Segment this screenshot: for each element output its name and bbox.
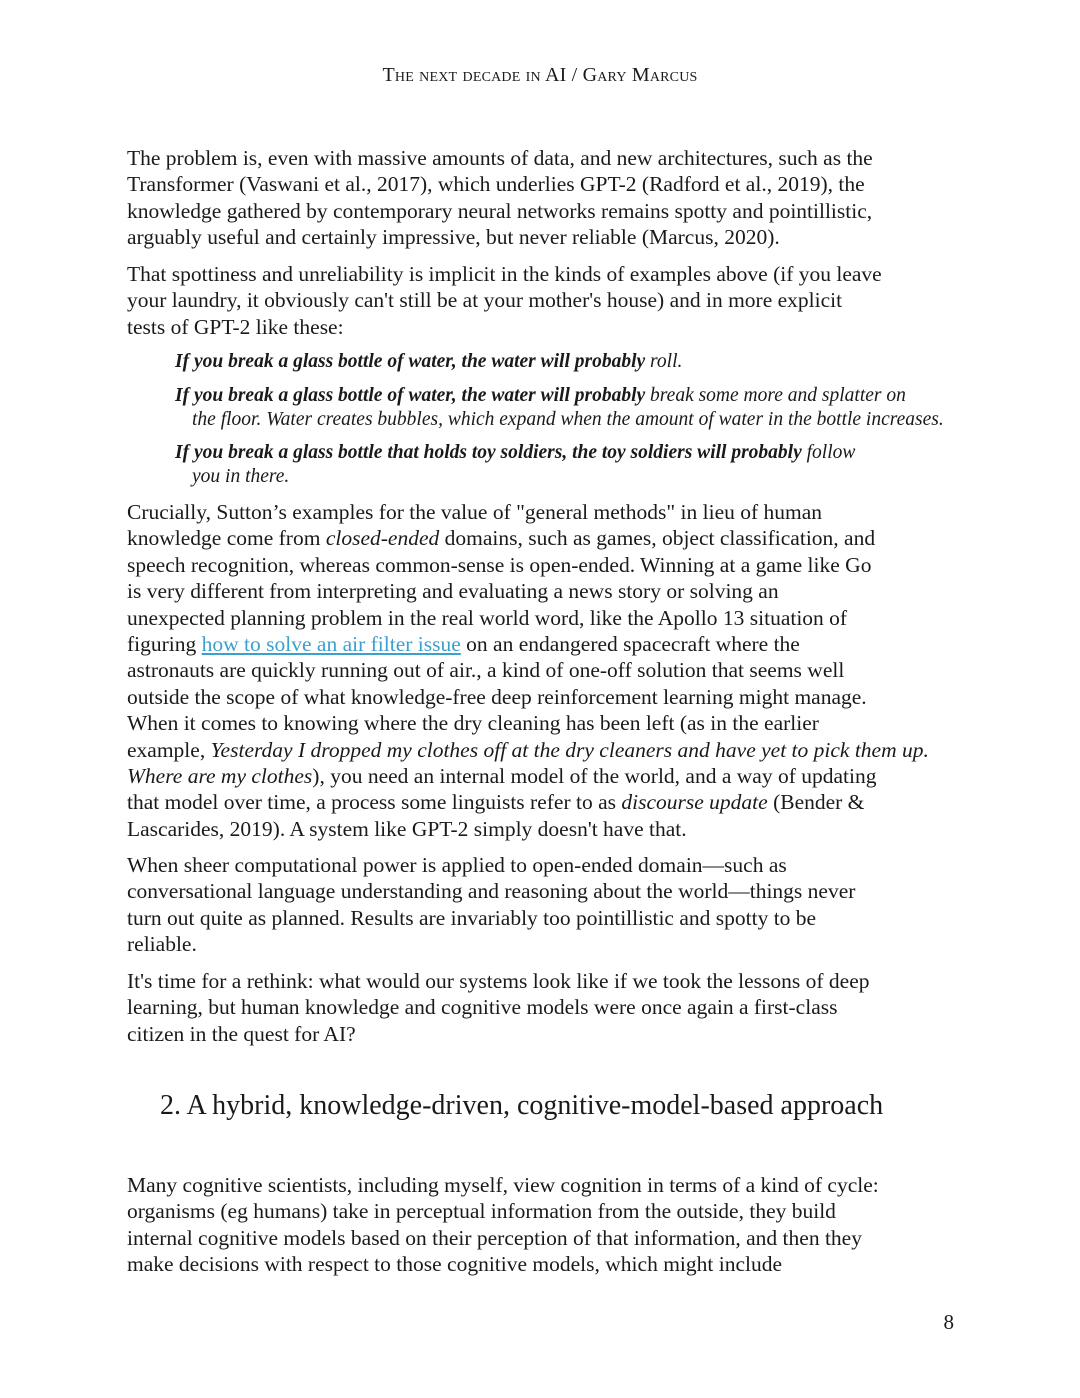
text-line <box>127 737 957 763</box>
text-line <box>127 684 957 710</box>
text-segment: break some more and splatter on <box>645 385 906 406</box>
text-line <box>127 631 957 657</box>
text-segment: conversational language understanding and reasoning about the world—things never <box>127 879 856 904</box>
text-line <box>127 578 957 604</box>
text-line <box>127 1198 957 1224</box>
example-quote-3 <box>175 441 965 489</box>
example-quote-1 <box>175 350 965 374</box>
text-line <box>127 1021 957 1047</box>
text-segment: that model over time, a process some linguists refer to as <box>127 790 622 815</box>
example-quote-2 <box>175 384 965 432</box>
text-segment: citizen in the quest for AI? <box>127 1021 356 1046</box>
paragraph-computational-power <box>127 852 957 958</box>
text-segment: If you break a glass bottle of water, the water will probably <box>175 351 646 372</box>
text-line <box>175 384 965 408</box>
text-segment: organisms (eg humans) take in perceptual information from the outside, they build <box>127 1199 836 1224</box>
text-segment: you in there. <box>192 466 290 487</box>
paragraph-rethink <box>127 968 957 1047</box>
text-segment: example, <box>127 737 211 762</box>
paragraph-problem <box>127 145 957 251</box>
text-segment: the floor. Water creates bubbles, which expand when the amount of water in the bottle increases. <box>192 409 944 430</box>
text-line <box>127 1251 957 1277</box>
text-segment: internal cognitive models based on their perception of that information, and then they <box>127 1225 862 1250</box>
text-line <box>127 287 957 313</box>
text-line <box>127 198 957 224</box>
text-line <box>175 441 965 465</box>
text-segment: turn out quite as planned. Results are invariably too pointillistic and spotty to be <box>127 905 817 930</box>
text-line <box>127 905 957 931</box>
text-segment: follow <box>801 442 856 463</box>
text-segment: Transformer (Vaswani et al., 2017), which underlies GPT-2 (Radford et al., 2019), the <box>127 172 865 197</box>
text-line <box>127 789 957 815</box>
text-segment: make decisions with respect to those cognitive models, which might include <box>127 1252 783 1277</box>
text-segment: astronauts are quickly running out of air., a kind of one-off solution that seems well <box>127 658 845 683</box>
text-segment: roll. <box>645 351 683 372</box>
text-segment: learning, but human knowledge and cognitive models were once again a first-class <box>127 995 838 1020</box>
text-line <box>127 525 957 551</box>
text-segment: The problem is, even with massive amounts of data, and new architectures, such as the <box>127 146 873 170</box>
text-line <box>127 224 957 250</box>
text-segment: speech recognition, whereas common-sense is open-ended. Winning at a game like Go <box>127 552 872 577</box>
text-segment: It's time for a rethink: what would our systems look like if we took the lessons of deep <box>127 969 870 993</box>
text-segment: Yesterday I dropped my clothes off at the dry cleaners and have yet to pick them up. <box>210 737 929 762</box>
text-line <box>175 465 965 489</box>
text-segment: reliable. <box>127 932 197 957</box>
text-segment: discourse update <box>621 790 768 815</box>
text-line <box>127 816 957 842</box>
text-line <box>127 763 957 789</box>
text-segment: closed-ended <box>325 526 440 551</box>
text-line <box>127 878 957 904</box>
text-segment: unexpected planning problem in the real world word, like the Apollo 13 situation of <box>127 605 848 630</box>
text-segment: your laundry, it obviously can't still be at your mother's house) and in more explicit <box>127 288 843 313</box>
text-line <box>127 171 957 197</box>
text-line <box>127 314 957 340</box>
running-header: The next decade in AI / Gary Marcus <box>382 64 698 86</box>
text-segment: domains, such as games, object classification, and <box>439 526 876 551</box>
text-line <box>127 852 957 878</box>
text-line <box>127 261 957 287</box>
text-segment: Where are my clothes <box>127 763 313 788</box>
text-line <box>127 931 957 957</box>
text-segment: is very different from interpreting and evaluating a news story or solving an <box>127 579 779 604</box>
text-line <box>127 710 957 736</box>
text-segment: figuring <box>127 631 202 656</box>
paragraph-cognition-cycle <box>127 1172 957 1278</box>
text-line <box>127 145 957 171</box>
paragraph-sutton <box>127 499 957 842</box>
text-line <box>127 1172 957 1198</box>
text-segment: Crucially, Sutton’s examples for the value of "general methods" in lieu of human <box>127 500 823 524</box>
text-line <box>127 1225 957 1251</box>
text-line <box>127 968 957 994</box>
text-segment: ), you need an internal model of the world, and a way of updating <box>312 763 877 788</box>
text-segment: That spottiness and unreliability is implicit in the kinds of examples above (if you leave <box>127 262 882 286</box>
text-line <box>127 499 957 525</box>
text-line <box>175 408 965 432</box>
text-line <box>127 994 957 1020</box>
text-segment: Lascarides, 2019). A system like GPT-2 simply doesn't have that. <box>127 816 687 841</box>
text-segment: If you break a glass bottle that holds toy soldiers, the toy soldiers will probably <box>175 442 802 463</box>
text-line <box>175 350 965 374</box>
text-segment: arguably useful and certainly impressive, but never reliable (Marcus, 2020). <box>127 225 780 250</box>
text-segment: (Bender & <box>767 790 865 815</box>
text-segment: If you break a glass bottle of water, the water will probably <box>175 385 646 406</box>
page-number: 8 <box>943 1310 954 1334</box>
text-segment: on an endangered spacecraft where the <box>460 631 800 656</box>
text-segment: Many cognitive scientists, including myself, view cognition in terms of a kind of cycle: <box>127 1173 879 1197</box>
hyperlink[interactable]: how to solve an air filter issue <box>201 631 461 656</box>
section-heading: 2. A hybrid, knowledge-driven, cognitive-model-based approach <box>160 1090 884 1121</box>
text-segment: tests of GPT-2 like these: <box>127 314 344 339</box>
text-segment: When sheer computational power is applied to open-ended domain—such as <box>127 853 787 877</box>
text-line <box>127 552 957 578</box>
text-segment: knowledge gathered by contemporary neural networks remains spotty and pointillistic, <box>127 198 873 223</box>
text-segment: When it comes to knowing where the dry cleaning has been left (as in the earlier <box>127 711 819 736</box>
text-line <box>127 657 957 683</box>
text-segment: knowledge come from <box>127 526 326 551</box>
text-segment: outside the scope of what knowledge-free deep reinforcement learning might manage. <box>127 684 867 709</box>
paragraph-spottiness <box>127 261 957 340</box>
text-line <box>127 605 957 631</box>
